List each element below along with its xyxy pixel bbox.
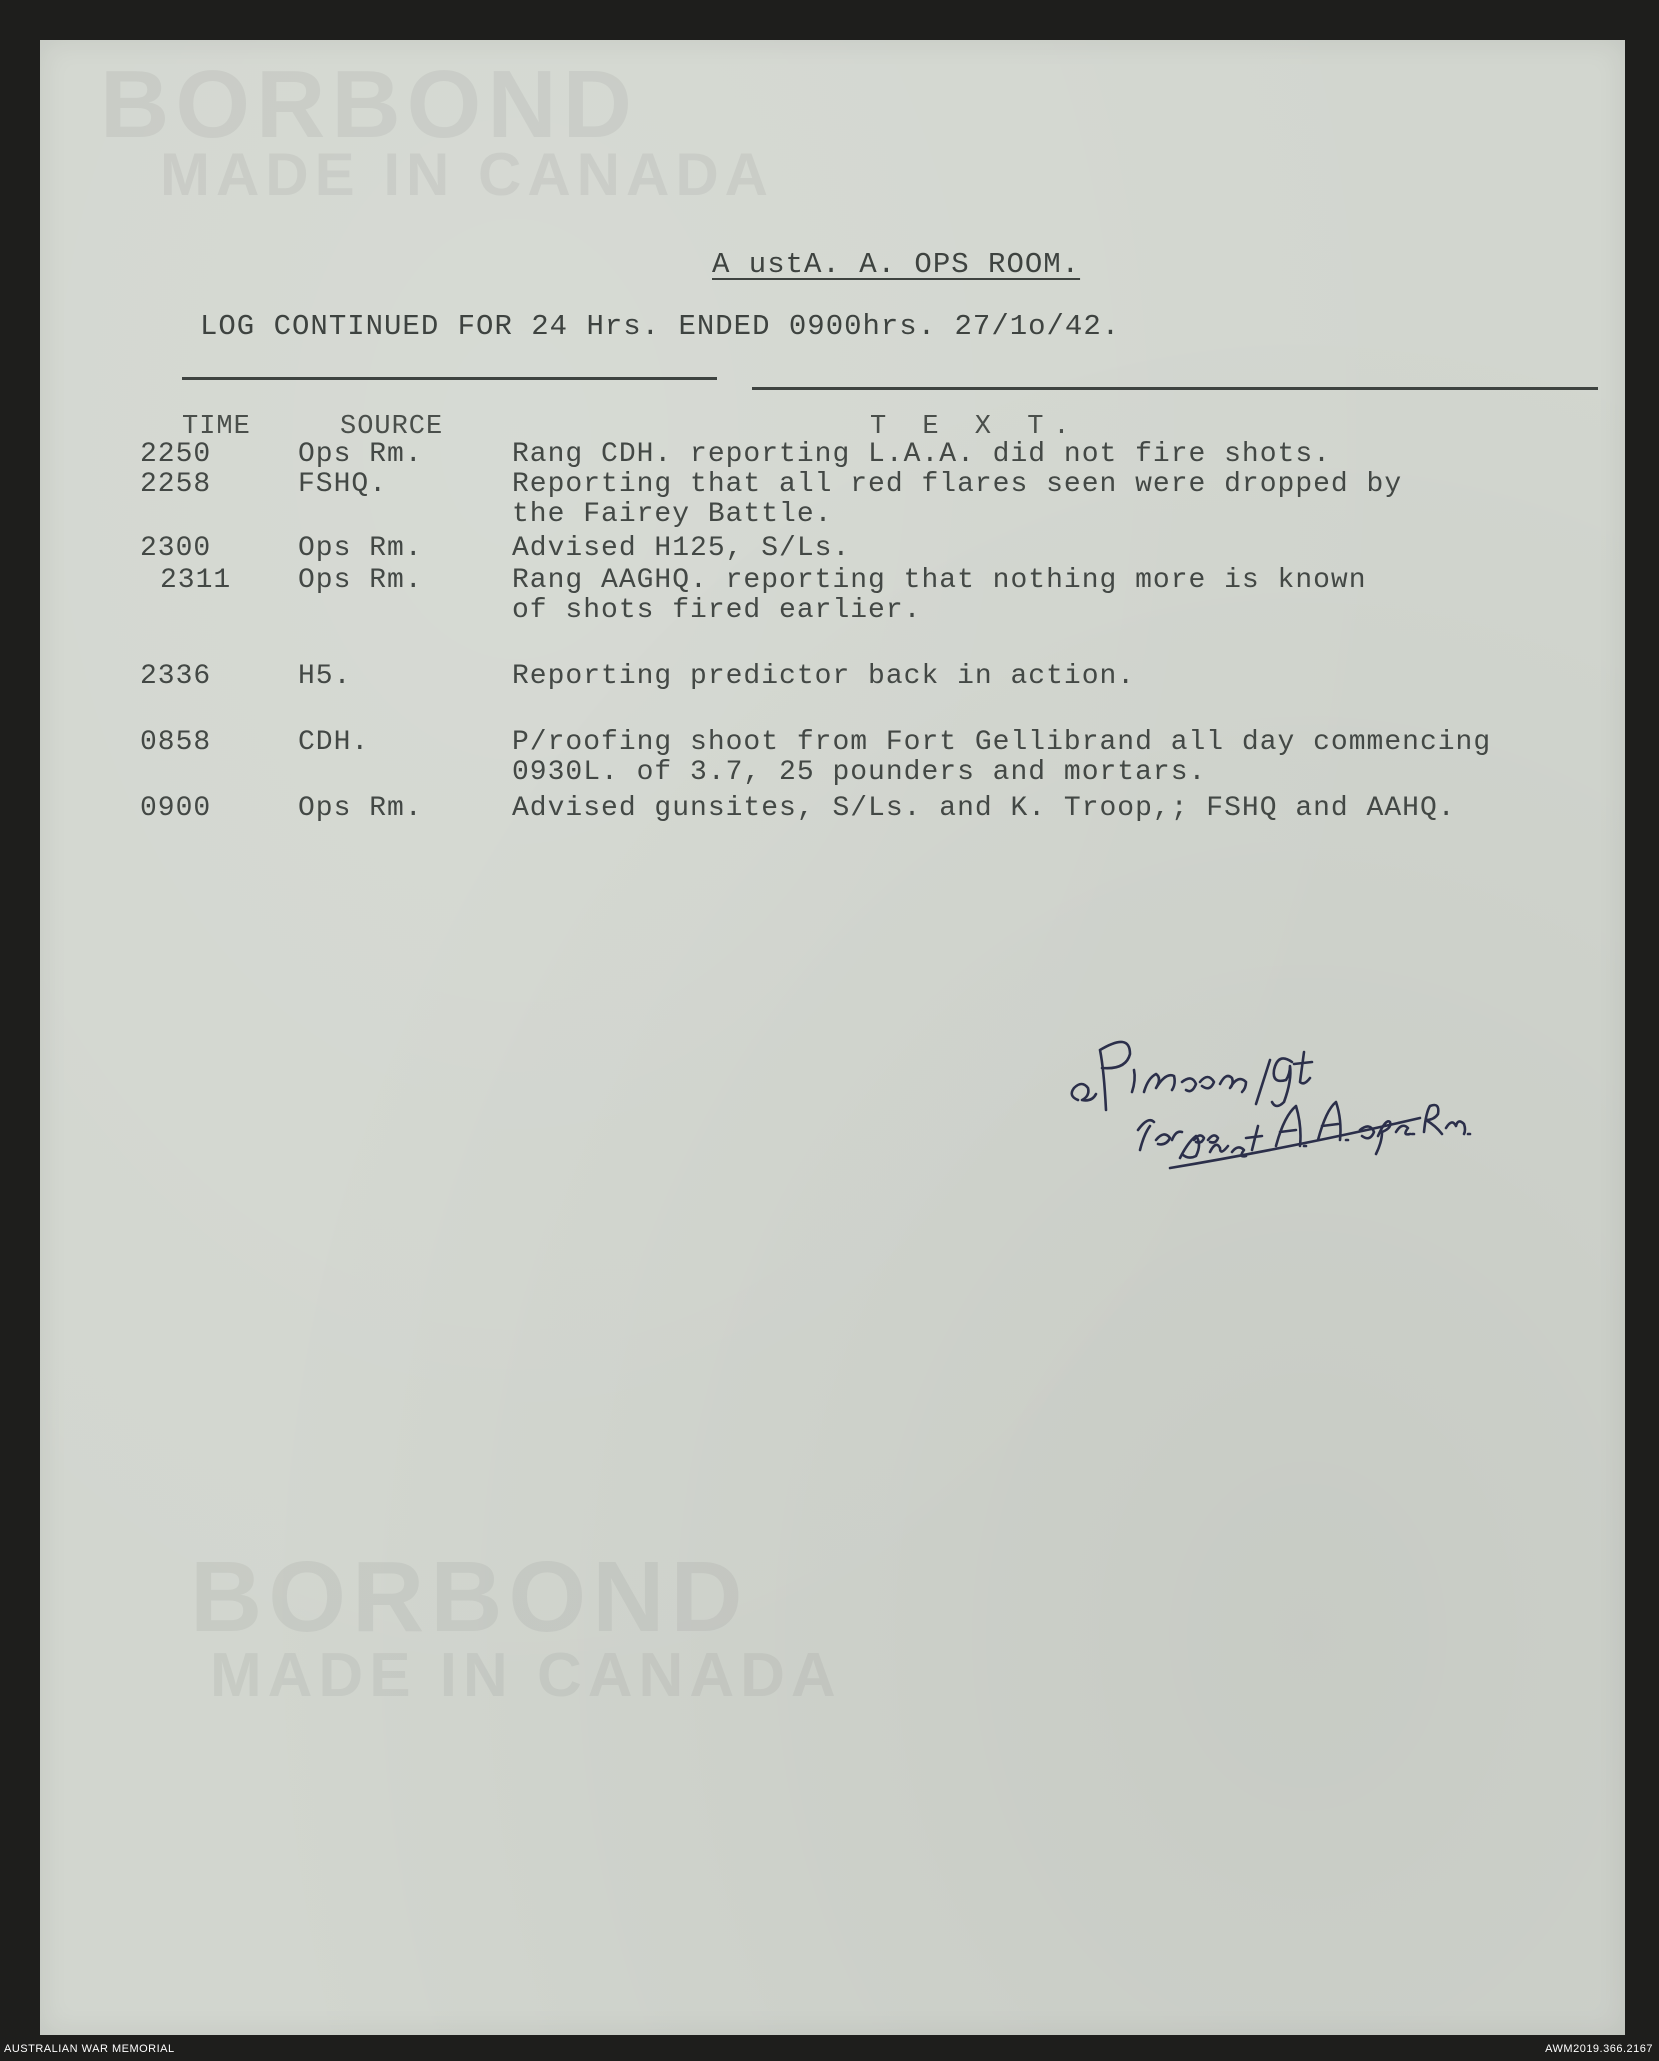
header-time: TIME [182,412,251,442]
entry-text-line: the Fairey Battle. [512,499,833,530]
entry-source: Ops Rm. [298,533,423,564]
entry-text [512,440,1331,470]
entry-time: 2250 [140,439,212,470]
entry-source: CDH. [298,727,370,758]
entry-text [512,728,1491,788]
document-title: A ustA. A. OPS ROOM. [712,248,1081,281]
handwritten-signature [1060,1000,1480,1170]
entry-text-line: Reporting that all red flares seen were dropped by [512,469,1403,500]
header-text: T E X T. [870,412,1080,442]
entry-text [512,566,1367,626]
entry-text [512,470,1402,530]
entry-text-line: Advised H125, S/Ls. [512,533,851,564]
entry-time: 2300 [140,533,212,564]
entry-text-line: Rang CDH. reporting L.A.A. did not fire shots. [512,439,1331,470]
entry-time: 2258 [140,469,212,500]
watermark-origin-lower: MADE IN CANADA [210,1641,842,1710]
entry-text-line: P/roofing shoot from Fort Gellibrand all day commencing [512,727,1492,758]
divider-right [752,387,1598,390]
divider-left [182,377,717,380]
entry-source: FSHQ. [298,469,388,500]
watermark-brand-lower: BORBOND [190,1541,749,1653]
entry-source: Ops Rm. [298,793,423,824]
entry-time: 2336 [140,661,212,692]
entry-text-line: Rang AAGHQ. reporting that nothing more is known [512,565,1367,596]
entry-text [512,794,1456,824]
footer-accession-number: AWM2019.366.2167 [1545,2043,1653,2055]
entry-text-line: Advised gunsites, S/Ls. and K. Troop,; FSHQ and AAHQ. [512,793,1456,824]
entry-text-line: Reporting predictor back in action. [512,661,1136,692]
entry-source: Ops Rm. [298,565,423,596]
paper-sheet [40,40,1625,2035]
entry-text [512,534,850,564]
entry-source: Ops Rm. [298,439,423,470]
entry-text-line: of shots fired earlier. [512,595,922,626]
entry-source: H5. [298,661,352,692]
entry-text-line: 0930L. of 3.7, 25 pounders and mortars. [512,757,1207,788]
watermark-origin: MADE IN CANADA [160,141,774,208]
entry-time: 2311 [160,565,232,596]
watermark-brand: BORBOND [100,51,638,158]
header-source: SOURCE [340,412,444,442]
entry-time: 0858 [140,727,212,758]
footer-institution: AUSTRALIAN WAR MEMORIAL [4,2043,175,2055]
entry-time: 0900 [140,793,212,824]
entry-text [512,662,1135,692]
document-subtitle: LOG CONTINUED FOR 24 Hrs. ENDED 0900hrs. 27/1o/42. [200,310,1121,343]
